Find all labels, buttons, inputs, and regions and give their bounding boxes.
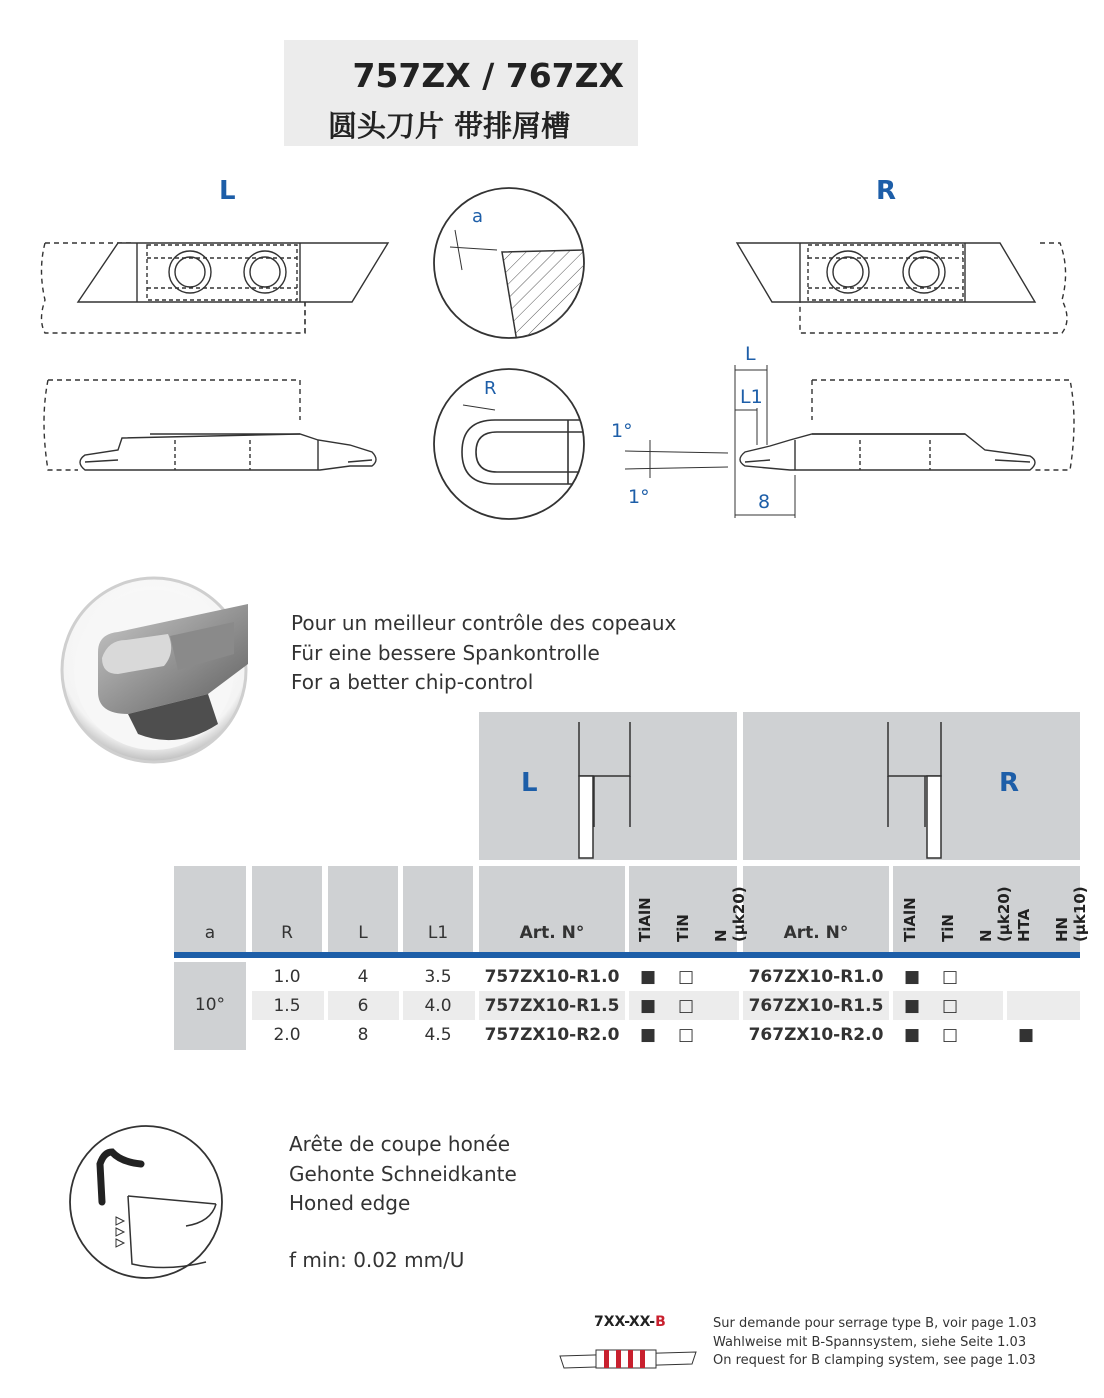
row-right-tialn: ■: [903, 996, 921, 1016]
col-r-header: R: [281, 923, 293, 943]
footer-note-en: On request for B clamping system, see page 1.03: [713, 1353, 1036, 1368]
right-insert-top-view: [737, 243, 1067, 333]
col-l-header: L: [358, 923, 368, 943]
chip-breaker-photo: [58, 574, 250, 766]
b-clamping-sketch: [558, 1344, 698, 1372]
row-art-right: 767ZX10-R2.0: [748, 1025, 884, 1045]
honed-line-fr: Arête de coupe honée: [289, 1132, 511, 1156]
right-holder-sketch: [883, 722, 953, 860]
honed-line-de: Gehonte Schneidkante: [289, 1161, 517, 1186]
col-hn-right-header: HN (µk10): [1053, 886, 1089, 942]
row-right-hta: ■: [1017, 1025, 1035, 1045]
technical-drawing: [0, 0, 1104, 560]
footer-code-suffix: B: [655, 1314, 666, 1330]
left-panel-label: L: [521, 768, 538, 798]
left-hand-panel: [479, 712, 737, 860]
row-left-tialn: ■: [639, 996, 657, 1016]
detail-r-label: R: [484, 378, 497, 399]
row-left-tin: □: [677, 967, 695, 987]
angle-a-value: 10°: [194, 995, 226, 1015]
table-row: [252, 962, 1080, 991]
row-right-tialn: ■: [903, 1025, 921, 1045]
feed-min-text: f min: 0.02 mm/U: [289, 1248, 465, 1272]
dim-l-label: L: [745, 343, 756, 365]
honed-edge-circle: [66, 1122, 226, 1282]
row-left-tin: □: [677, 1025, 695, 1045]
row-art-right: 767ZX10-R1.0: [748, 967, 884, 987]
page-subtitle: 圆头刀片 带排屑槽: [328, 109, 571, 143]
angle-top-label: 1°: [611, 420, 633, 442]
right-hand-label: R: [876, 176, 897, 206]
left-insert-side-view: [44, 380, 376, 470]
detail-angle-circle: [434, 188, 585, 360]
honed-line-en: Honed edge: [289, 1191, 411, 1215]
left-hand-label: L: [219, 176, 236, 206]
row-r-value: 1.0: [273, 967, 301, 987]
row-art-right: 767ZX10-R1.5: [748, 996, 884, 1016]
row-art-left: 757ZX10-R1.0: [484, 967, 620, 987]
chip-control-line-fr: Pour un meilleur contrôle des copeaux: [291, 611, 677, 635]
col-n-left-header: N (µk20): [712, 886, 748, 942]
footer-code-prefix: 7XX-XX-: [594, 1314, 656, 1330]
col-l1-header: L1: [427, 923, 449, 943]
row-l-value: 8: [357, 1025, 369, 1045]
left-holder-sketch: [574, 722, 644, 860]
row-right-tin: □: [941, 967, 959, 987]
col-art-right-header: Art. N°: [783, 923, 849, 943]
row-art-left: 757ZX10-R1.5: [484, 996, 620, 1016]
row-right-tin: □: [941, 1025, 959, 1045]
row-r-value: 1.5: [273, 996, 301, 1016]
row-l1-value: 4.0: [424, 996, 452, 1016]
footer-notes: [713, 1315, 1037, 1371]
footer-note-de: Wahlweise mit B-Spannsystem, siehe Seite 1.03: [713, 1334, 1027, 1350]
angle-a-cell: [174, 962, 246, 1050]
table-row: [252, 991, 1080, 1020]
col-hta-right-header: HTA: [1015, 908, 1033, 942]
honed-edge-text: [289, 1130, 517, 1219]
row-right-tin: □: [941, 996, 959, 1016]
footer-code: [594, 1314, 666, 1330]
row-l-value: 6: [357, 996, 369, 1016]
row-l1-value: 4.5: [424, 1025, 452, 1045]
row-right-tialn: ■: [903, 967, 921, 987]
col-tialn-left-header: TiAlN: [636, 897, 654, 942]
angle-bottom-label: 1°: [628, 486, 650, 508]
chip-control-text: [291, 609, 676, 698]
row-left-tialn: ■: [639, 1025, 657, 1045]
dim-8-label: 8: [758, 491, 771, 513]
col-n-right-header: N (µk20): [977, 886, 1013, 942]
right-insert-side-view: [740, 380, 1074, 470]
table-header-row: [174, 866, 1089, 952]
chip-control-line-en: For a better chip-control: [291, 670, 534, 694]
chip-control-line-de: Für eine bessere Spankontrolle: [291, 640, 600, 665]
row-l-value: 4: [357, 967, 369, 987]
col-tin-left-header: TiN: [674, 914, 692, 942]
row-left-tialn: ■: [639, 967, 657, 987]
col-tin-right-header: TiN: [939, 914, 957, 942]
row-r-value: 2.0: [273, 1025, 301, 1045]
table-body: [252, 962, 1080, 1050]
right-hand-panel: [743, 712, 1080, 860]
detail-a-label: a: [472, 206, 484, 227]
col-a-header: a: [204, 923, 216, 943]
left-insert-top-view: [42, 243, 389, 333]
page-title: 757ZX / 767ZX: [352, 56, 624, 95]
row-l1-value: 3.5: [424, 967, 452, 987]
footer-note-fr: Sur demande pour serrage type B, voir page 1.03: [713, 1316, 1037, 1331]
right-panel-label: R: [999, 768, 1020, 798]
header-divider: [174, 952, 1080, 958]
row-left-tin: □: [677, 996, 695, 1016]
table-row: [252, 1020, 1080, 1050]
detail-radius-circle: [434, 369, 585, 519]
dim-l1-label: L1: [740, 386, 763, 408]
col-art-left-header: Art. N°: [519, 923, 585, 943]
col-tialn-right-header: TiAlN: [901, 897, 919, 942]
row-art-left: 757ZX10-R2.0: [484, 1025, 620, 1045]
